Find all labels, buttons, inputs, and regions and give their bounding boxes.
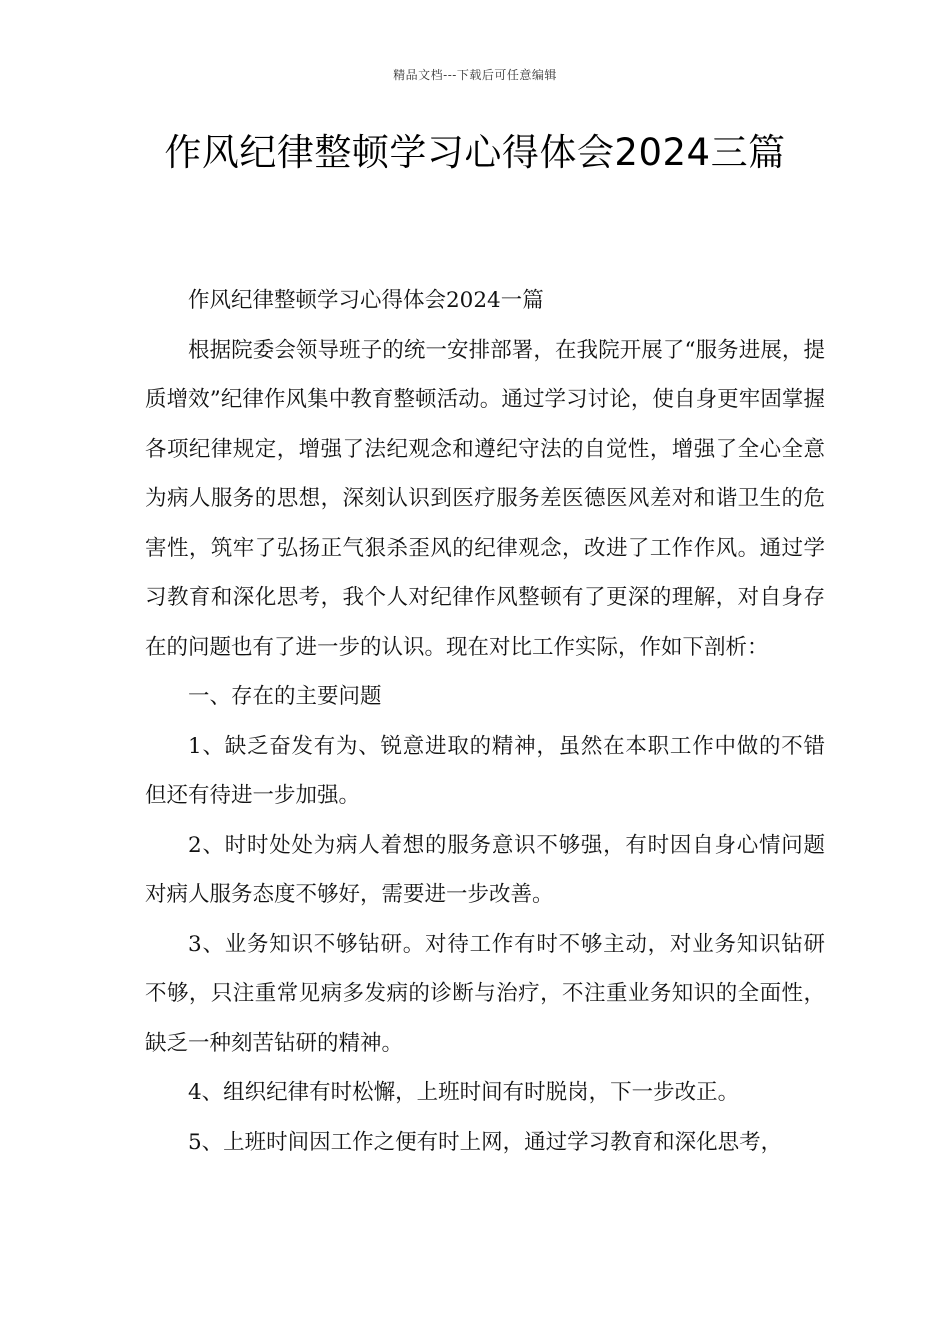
- paragraph: 根据院委会领导班子的统一安排部署，在我院开展了“服务进展，提质增效”纪律作风集中教育整顿活动。通过学习讨论，使自身更牢固掌握各项纪律规定，增强了法纪观念和遵纪守法的自觉性，增强了全心全意为病人服务的思想，深刻认识到医疗服务差医德医风差对和谐卫生的危害性，筑牢了弘扬正气狠杀歪风的纪律观念，改进了工作作风。通过学习教育和深化思考，我个人对纪律作风整顿有了更深的理解，对自身存在的问题也有了进一步的认识。现在对比工作实际，作如下剖析：: [145, 337, 825, 660]
- paragraph: 1、缺乏奋发有为、锐意进取的精神，虽然在本职工作中做的不错但还有待进一步加强。: [145, 733, 825, 808]
- paragraph: 5、上班时间因工作之便有时上网，通过学习教育和深化思考，: [188, 1129, 783, 1155]
- subsection-heading: 一、存在的主要问题: [188, 684, 382, 709]
- paragraph: 2、时时处处为病人着想的服务意识不够强，有时因自身心情问题对病人服务态度不够好，需要进一步改善。: [145, 832, 825, 907]
- section-heading: 作风纪律整顿学习心得体会2024一篇: [188, 288, 544, 313]
- header-note: 精品文档---下载后可任意编辑: [393, 68, 557, 82]
- paragraph: 3、业务知识不够钻研。对待工作有时不够主动，对业务知识钻研不够，只注重常见病多发病的诊断与治疗，不注重业务知识的全面性，缺乏一种刻苦钻研的精神。: [145, 931, 825, 1056]
- document-body: [145, 276, 825, 1167]
- paragraph: 4、组织纪律有时松懈，上班时间有时脱岗，下一步改正。: [188, 1080, 740, 1105]
- document-title: 作风纪律整顿学习心得体会2024三篇: [164, 131, 786, 174]
